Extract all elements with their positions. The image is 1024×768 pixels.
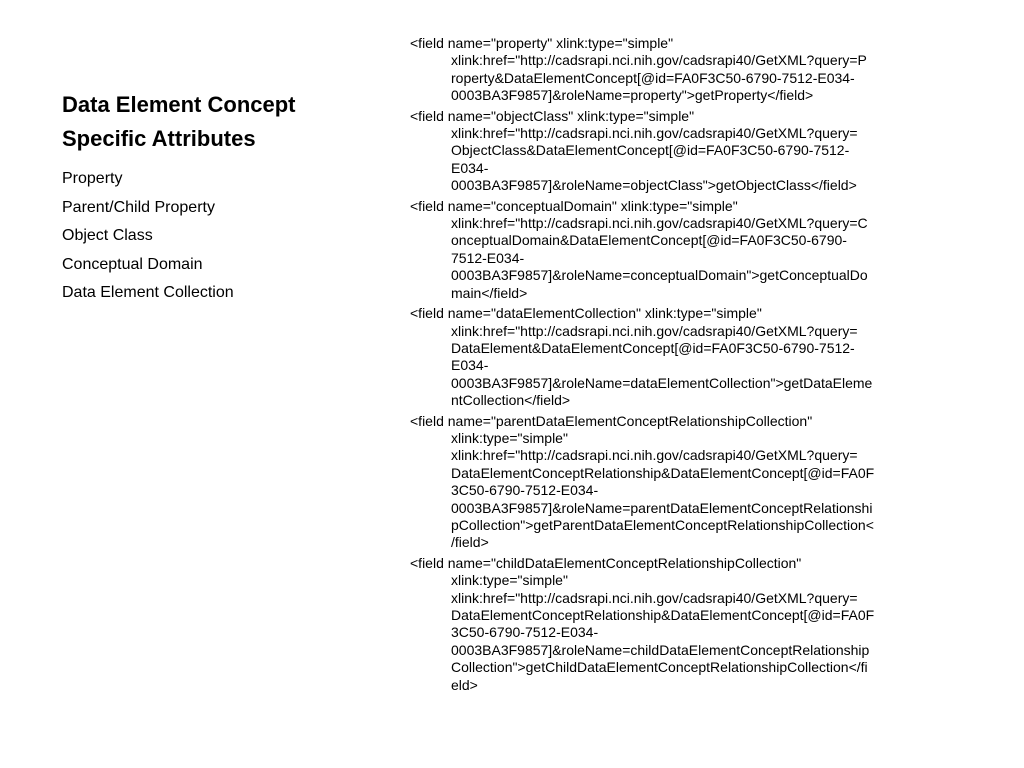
xml-field-line: xlink:href="http://cadsrapi.nci.nih.gov/cadsrapi40/GetXML?query= xyxy=(451,447,858,464)
xml-field-entry xyxy=(410,198,970,302)
xml-field-line: 0003BA3F9857]&roleName=conceptualDomain">getConceptualDo xyxy=(451,267,868,284)
xml-field-line: xlink:href="http://cadsrapi.nci.nih.gov/cadsrapi40/GetXML?query=C xyxy=(451,215,868,232)
xml-field-line: 0003BA3F9857]&roleName=objectClass">getObjectClass</field> xyxy=(451,177,857,194)
xml-field-line: DataElementConceptRelationship&DataElementConcept[@id=FA0F xyxy=(451,464,875,481)
xml-field-line: 0003BA3F9857]&roleName=dataElementCollection">getDataEleme xyxy=(451,374,873,391)
xml-field-line: <field name="parentDataElementConceptRelationshipCollection" xyxy=(410,412,813,429)
xml-field-line: roperty&DataElementConcept[@id=FA0F3C50-6790-7512-E034- xyxy=(451,69,855,86)
xml-field-line: E034- xyxy=(451,357,489,374)
slide-title xyxy=(62,88,362,156)
xml-field-line: /field> xyxy=(451,534,489,551)
xml-field-line: ObjectClass&DataElementConcept[@id=FA0F3C50-6790-7512- xyxy=(451,142,850,159)
xml-field-line: 3C50-6790-7512-E034- xyxy=(451,482,599,499)
xml-field-line: DataElementConceptRelationship&DataElementConcept[@id=FA0F xyxy=(451,607,875,623)
xml-field-line: ntCollection</field> xyxy=(451,392,571,409)
xml-field-line: <field name="property" xlink:type="simple" xyxy=(410,35,674,51)
xml-field-line: E034- xyxy=(451,159,489,176)
xml-field-line: Collection">getChildDataElementConceptRelationshipCollection</fi xyxy=(451,659,868,676)
attribute-item: Parent/Child Property xyxy=(62,198,215,216)
xml-field-line: 7512-E034- xyxy=(451,249,525,266)
xml-field-line: xlink:type="simple" xyxy=(451,429,568,446)
xml-field-line: DataElement&DataElementConcept[@id=FA0F3C50-6790-7512- xyxy=(451,339,855,356)
xml-field-line: xlink:href="http://cadsrapi.nci.nih.gov/cadsrapi40/GetXML?query= xyxy=(451,125,858,142)
xml-field-line: onceptualDomain&DataElementConcept[@id=FA0F3C50-6790- xyxy=(451,232,847,249)
attribute-item: Object Class xyxy=(62,227,153,245)
xml-field-line: 0003BA3F9857]&roleName=property">getProperty</field> xyxy=(451,87,814,104)
xml-field-line: <field name="objectClass" xlink:type="simple" xyxy=(410,107,695,124)
slide-title-line: Specific Attributes xyxy=(62,126,256,151)
xml-field-line: xlink:type="simple" xyxy=(451,572,568,589)
xml-field-line: eld> xyxy=(451,676,478,693)
xml-field-line: xlink:href="http://cadsrapi.nci.nih.gov/cadsrapi40/GetXML?query=P xyxy=(451,52,867,69)
xml-field-entry xyxy=(410,305,970,409)
xml-field-list xyxy=(410,35,970,697)
xml-field-entry xyxy=(410,555,970,694)
xml-field-line: xlink:href="http://cadsrapi.nci.nih.gov/cadsrapi40/GetXML?query= xyxy=(451,589,858,606)
xml-field-entry xyxy=(410,35,970,105)
xml-field-entry xyxy=(410,413,970,552)
xml-field-line: 0003BA3F9857]&roleName=parentDataElementConceptRelationshi xyxy=(451,499,873,516)
attribute-item: Data Element Collection xyxy=(62,284,234,302)
attribute-item: Property xyxy=(62,170,123,187)
xml-field-line: 3C50-6790-7512-E034- xyxy=(451,624,599,641)
xml-field-line: pCollection">getParentDataElementConceptRelationshipCollection< xyxy=(451,516,874,533)
xml-field-line: main</field> xyxy=(451,284,528,301)
xml-field-line: <field name="dataElementCollection" xlink:type="simple" xyxy=(410,305,762,322)
xml-field-line: xlink:href="http://cadsrapi.nci.nih.gov/cadsrapi40/GetXML?query= xyxy=(451,322,858,339)
xml-field-line: <field name="childDataElementConceptRelationshipCollection" xyxy=(410,554,802,571)
slide-title-line: Data Element Concept xyxy=(62,92,296,117)
attribute-item: Conceptual Domain xyxy=(62,255,203,273)
attribute-list xyxy=(62,165,234,308)
xml-field-line: 0003BA3F9857]&roleName=childDataElementConceptRelationship xyxy=(451,641,870,658)
xml-field-entry xyxy=(410,108,970,195)
xml-field-line: <field name="conceptualDomain" xlink:type="simple" xyxy=(410,197,738,214)
